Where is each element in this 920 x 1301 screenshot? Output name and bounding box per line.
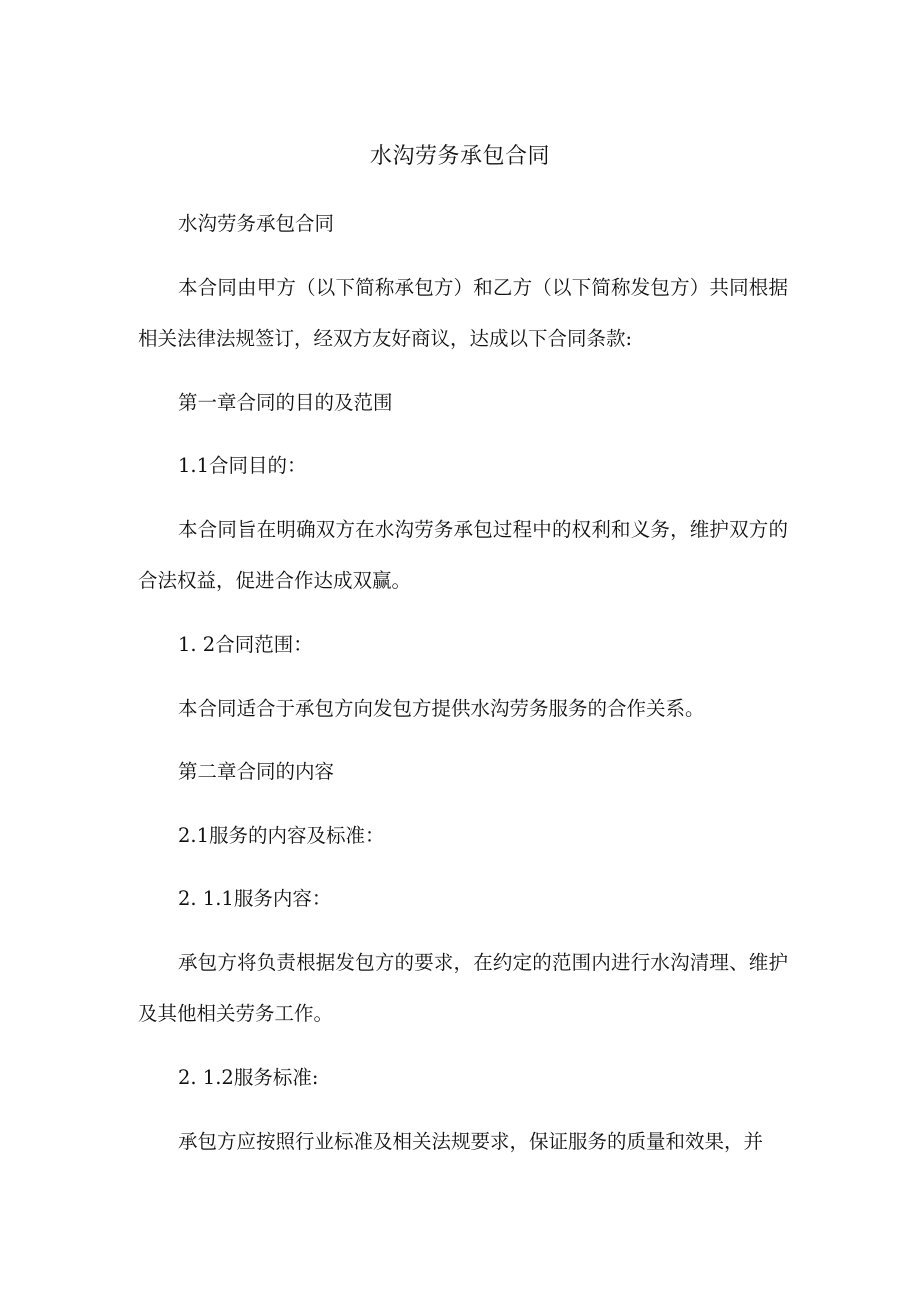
section-2-1-1-body: 承包方将负责根据发包方的要求，在约定的范围内进行水沟清理、维护及其他相关劳务工作。 bbox=[138, 951, 788, 1025]
paragraph-preamble: 本合同由甲方（以下简称承包方）和乙方（以下简称发包方）共同根据相关法律法规签订，经双方友好商议，达成以下合同条款: bbox=[138, 276, 788, 350]
section-1-2-body: 本合同适合于承包方向发包方提供水沟劳务服务的合作关系。 bbox=[178, 697, 705, 720]
chapter-2-heading: 第二章合同的内容 bbox=[178, 760, 335, 783]
section-2-1-2-body: 承包方应按照行业标准及相关法规要求，保证服务的质量和效果，并 bbox=[178, 1130, 764, 1153]
section-2-1-heading: 2.1服务的内容及标准： bbox=[178, 824, 385, 847]
section-2-1-1-heading: 2. 1.1服务内容： bbox=[178, 887, 332, 910]
document-title: 水沟劳务承包合同 bbox=[369, 144, 550, 169]
section-1-1-body: 本合同旨在明确双方在水沟劳务承包过程中的权利和义务，维护双方的合法权益，促进合作达成双赢。 bbox=[138, 518, 788, 592]
paragraph-subtitle: 水沟劳务承包合同 bbox=[178, 212, 335, 235]
section-1-1-heading: 1.1合同目的： bbox=[178, 454, 307, 477]
section-1-2-heading: 1. 2合同范围： bbox=[178, 633, 313, 656]
section-2-1-2-heading: 2. 1.2服务标准: bbox=[178, 1066, 319, 1089]
chapter-1-heading: 第一章合同的目的及范围 bbox=[178, 391, 393, 414]
